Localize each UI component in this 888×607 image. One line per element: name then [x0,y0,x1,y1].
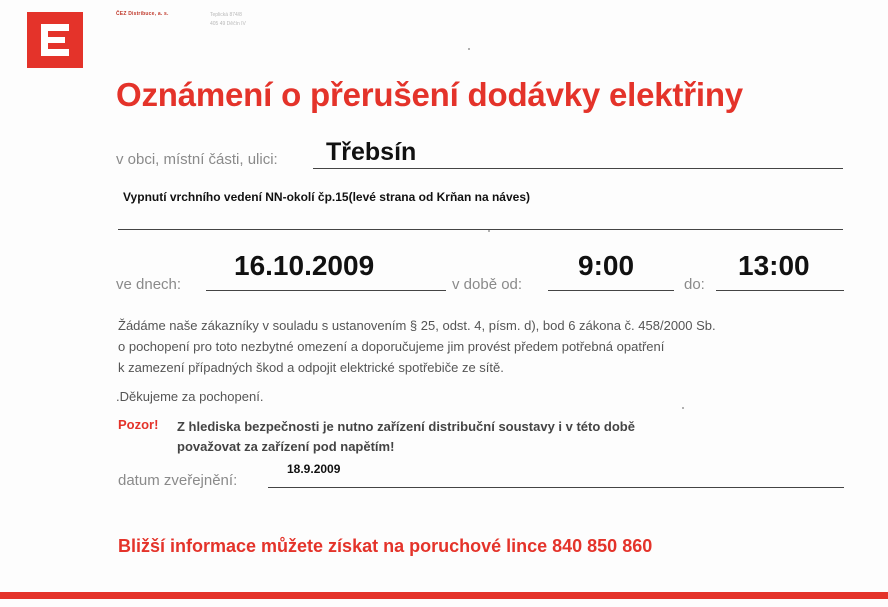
published-value: 18.9.2009 [287,462,341,476]
time-to-value: 13:00 [738,250,810,281]
location-label: v obci, místní části, ulici: [116,151,278,168]
warning-text [177,417,635,457]
paper-speck [468,48,470,50]
paper-speck [488,230,490,232]
paragraph-line: Žádáme naše zákazníky v souladu s ustanovením § 25, odst. 4, písm. d), bod 6 zákona č. 458/2000 Sb. [118,318,716,333]
location-underline [313,168,843,169]
notice-title: Oznámení o přerušení dodávky elektřiny [116,76,743,113]
published-underline [268,487,844,488]
days-label: ve dnech: [116,276,182,293]
description-underline [118,229,843,230]
paragraph-line: k zamezení případných škod a odpojit elektrické spotřebiče ze sítě. [118,360,504,375]
warning-key: Pozor! [118,417,159,432]
address-line: 405 49 Děčín IV [210,21,246,27]
days-value: 16.10.2009 [234,250,375,281]
notice-paragraph [118,315,848,378]
warning-line: považovat za zařízení pod napětím! [177,439,395,454]
time-to-underline [716,290,844,291]
bottom-bar [0,592,888,599]
outage-description: Vypnutí vrchního vedení NN-okolí čp.15(levé strana od Krňan na náves) [123,190,530,204]
paragraph-line: o pochopení pro toto nezbytné omezení a doporučujeme jim provést předem potřebná opatření [118,339,665,354]
paper-speck [682,407,684,409]
company-address [210,11,246,29]
company-name: ČEZ Distribuce, a. s. [116,11,169,17]
time-from-value: 9:00 [578,250,635,281]
published-label: datum zveřejnění: [118,472,238,489]
cez-logo-icon [27,12,83,68]
address-line: Teplická 874/8 [210,12,242,18]
days-underline [206,290,446,291]
time-from-underline [548,290,674,291]
time-from-label: v době od: [452,276,523,293]
info-hotline: Bližší informace můžete získat na poruchové lince 840 850 860 [118,536,653,556]
time-to-label: do: [684,276,705,293]
warning-line: Z hlediska bezpečnosti je nutno zařízení distribuční soustavy i v této době [177,419,635,434]
thanks-text: .Děkujeme za pochopení. [116,389,264,404]
location-value: Třebsín [326,138,417,166]
